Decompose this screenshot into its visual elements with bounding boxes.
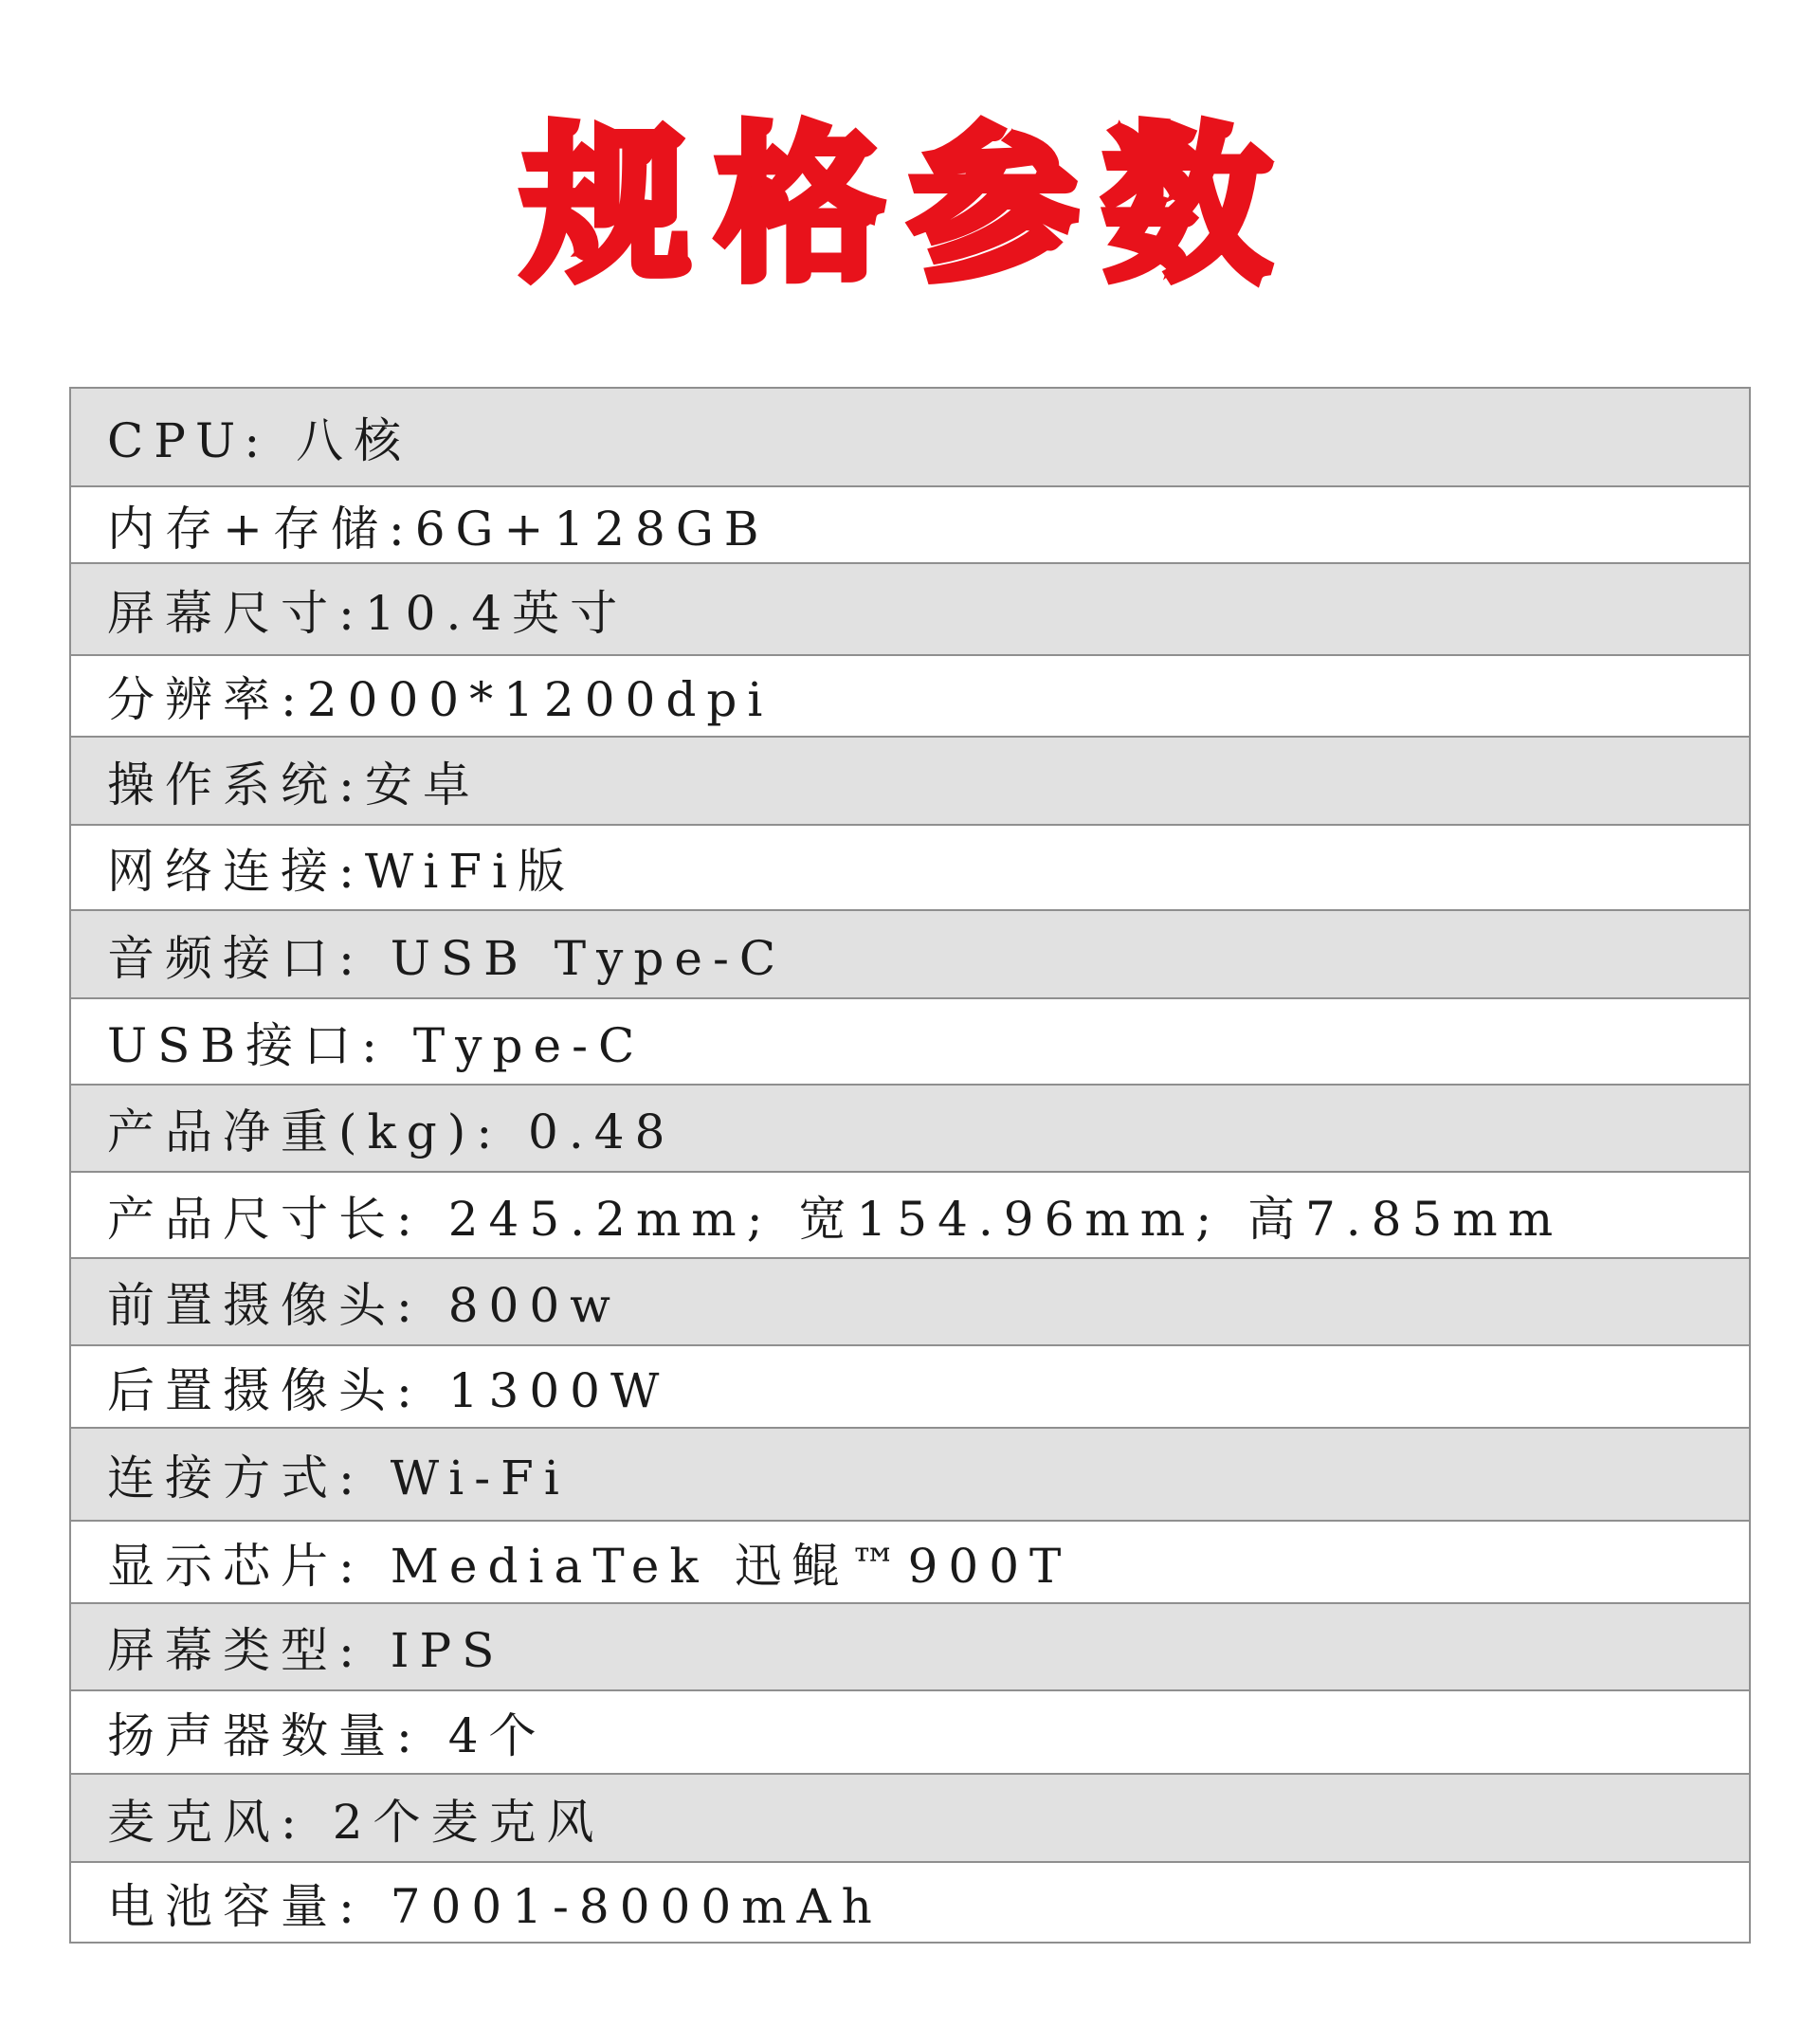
spec-row-dimensions: 产品尺寸长: 245.2mm; 宽154.96mm; 高7.85mm xyxy=(71,1171,1749,1257)
spec-row-network: 网络连接:WiFi版 xyxy=(71,824,1749,909)
spec-row-memory-storage: 内存+存储:6G+128GB xyxy=(71,485,1749,562)
spec-row-resolution: 分辨率:2000*1200dpi xyxy=(71,654,1749,736)
spec-row-front-camera: 前置摄像头: 800w xyxy=(71,1257,1749,1344)
spec-row-screen-size: 屏幕尺寸:10.4英寸 xyxy=(71,562,1749,654)
spec-row-connection: 连接方式: Wi-Fi xyxy=(71,1427,1749,1520)
spec-row-screen-type: 屏幕类型: IPS xyxy=(71,1602,1749,1689)
spec-table xyxy=(69,387,1751,1944)
spec-row-rear-camera: 后置摄像头: 1300W xyxy=(71,1344,1749,1427)
spec-row-cpu: CPU: 八核 xyxy=(71,389,1749,485)
spec-row-audio-port: 音频接口: USB Type-C xyxy=(71,909,1749,997)
spec-row-net-weight: 产品净重(kg): 0.48 xyxy=(71,1084,1749,1171)
spec-row-gpu: 显示芯片: MediaTek 迅鲲™900T xyxy=(71,1520,1749,1602)
page-title: 规格参数 xyxy=(522,109,1297,303)
spec-row-usb-port: USB接口: Type-C xyxy=(71,997,1749,1084)
spec-row-speakers: 扬声器数量: 4个 xyxy=(71,1689,1749,1773)
spec-row-battery: 电池容量: 7001-8000mAh xyxy=(71,1861,1749,1942)
spec-row-os: 操作系统:安卓 xyxy=(71,736,1749,824)
spec-row-microphone: 麦克风: 2个麦克风 xyxy=(71,1773,1749,1861)
